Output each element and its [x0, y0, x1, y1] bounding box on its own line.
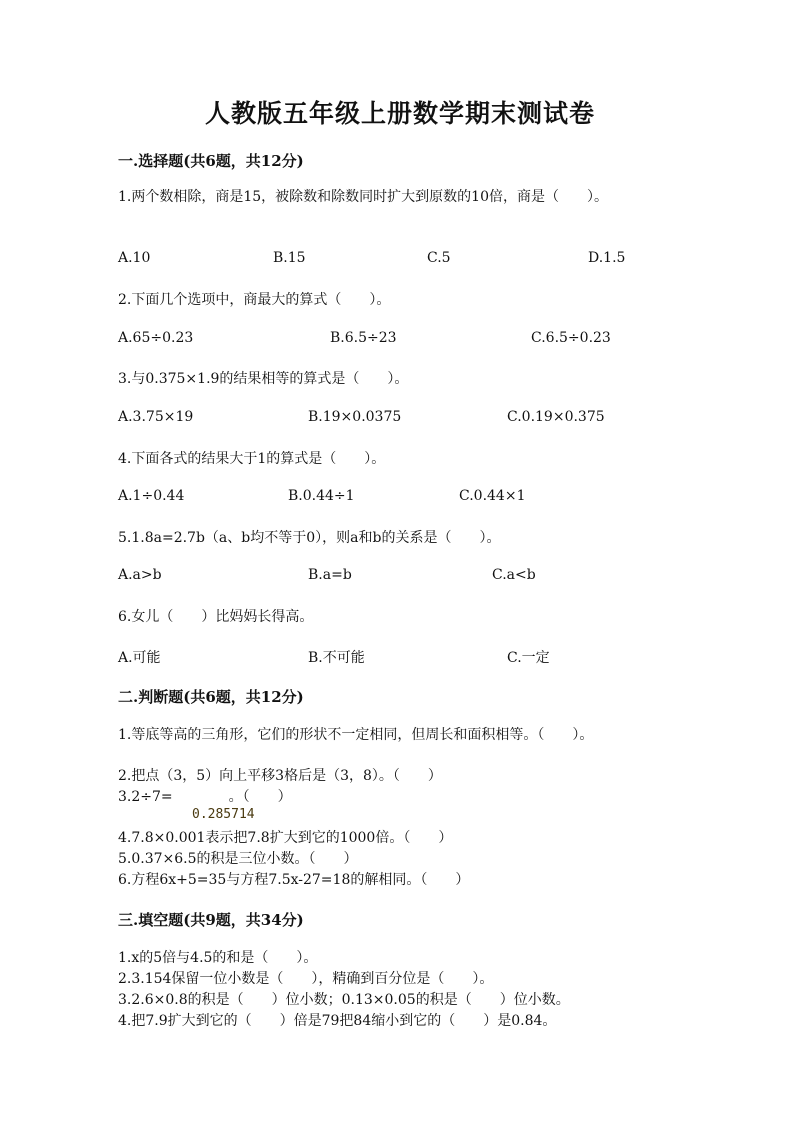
option-b: B.不可能 — [308, 650, 365, 666]
choice-question-1: 1.两个数相除，商是15，被除数和除数同时扩大到原数的10倍，商是（ ）。 — [118, 189, 608, 205]
choice-options-5 — [118, 567, 638, 587]
fill-question-1: 1.x的5倍与4.5的和是（ ）。 — [118, 950, 318, 966]
judgement-question-2: 2.把点（3，5）向上平移3格后是（3，8）。（ ） — [118, 768, 442, 784]
choice-options-6 — [118, 647, 638, 667]
option-b: B.0.44÷1 — [288, 488, 355, 504]
option-b: B.6.5÷23 — [330, 330, 397, 346]
choice-question-4: 4.下面各式的结果大于1的算式是（ ）。 — [118, 451, 386, 467]
section-heading-judgement: 二.判断题(共6题，共12分) — [118, 688, 304, 706]
fill-question-3: 3.2.6×0.8的积是（ ）位小数；0.13×0.05的积是（ ）位小数。 — [118, 992, 570, 1008]
choice-question-5: 5.1.8a=2.7b（a、b均不等于0），则a和b的关系是（ ）。 — [118, 530, 501, 546]
choice-options-1 — [118, 250, 638, 270]
fill-question-2: 2.3.154保留一位小数是（ ），精确到百分位是（ ）。 — [118, 971, 494, 987]
repeating-decimal-note: 0.285714 — [192, 807, 255, 822]
option-c: C.6.5÷0.23 — [531, 330, 611, 346]
choice-question-6: 6.女儿（ ）比妈妈长得高。 — [118, 609, 314, 625]
option-a: A.10 — [118, 250, 151, 266]
option-a: A.65÷0.23 — [118, 330, 194, 346]
option-c: C.5 — [427, 250, 451, 266]
judgement-question-6: 6.方程6x+5=35与方程7.5x-27=18的解相同。（ ） — [118, 872, 470, 888]
section-heading-choice: 一.选择题(共6题，共12分) — [118, 152, 304, 170]
judgement-question-4: 4.7.8×0.001表示把7.8扩大到它的1000倍。（ ） — [118, 830, 453, 846]
option-a: A.可能 — [118, 650, 161, 666]
option-d: D.1.5 — [588, 250, 626, 266]
option-a: A.3.75×19 — [118, 409, 194, 425]
page-title: 人教版五年级上册数学期末测试卷 — [204, 99, 595, 128]
judgement-question-3: 3.2÷7= 。（ ） — [118, 789, 292, 805]
choice-options-3 — [118, 409, 638, 429]
option-c: C.一定 — [507, 650, 550, 666]
option-c: C.a<b — [492, 567, 536, 583]
choice-options-2 — [118, 330, 638, 350]
choice-question-2: 2.下面几个选项中，商最大的算式（ ）。 — [118, 292, 391, 308]
option-c: C.0.19×0.375 — [507, 409, 605, 425]
option-a: A.a>b — [118, 567, 162, 583]
option-c: C.0.44×1 — [459, 488, 526, 504]
fill-question-4: 4.把7.9扩大到它的（ ）倍是79把84缩小到它的（ ）是0.84。 — [118, 1013, 557, 1029]
option-b: B.a=b — [308, 567, 352, 583]
option-b: B.19×0.0375 — [308, 409, 402, 425]
option-b: B.15 — [273, 250, 306, 266]
choice-question-3: 3.与0.375×1.9的结果相等的算式是（ ）。 — [118, 371, 409, 387]
judgement-question-1: 1.等底等高的三角形，它们的形状不一定相同，但周长和面积相等。（ ）。 — [118, 727, 594, 743]
choice-options-4 — [118, 488, 638, 508]
option-a: A.1÷0.44 — [118, 488, 185, 504]
judgement-question-5: 5.0.37×6.5的积是三位小数。（ ） — [118, 851, 358, 867]
section-heading-fill-in: 三.填空题(共9题，共34分) — [118, 911, 304, 929]
